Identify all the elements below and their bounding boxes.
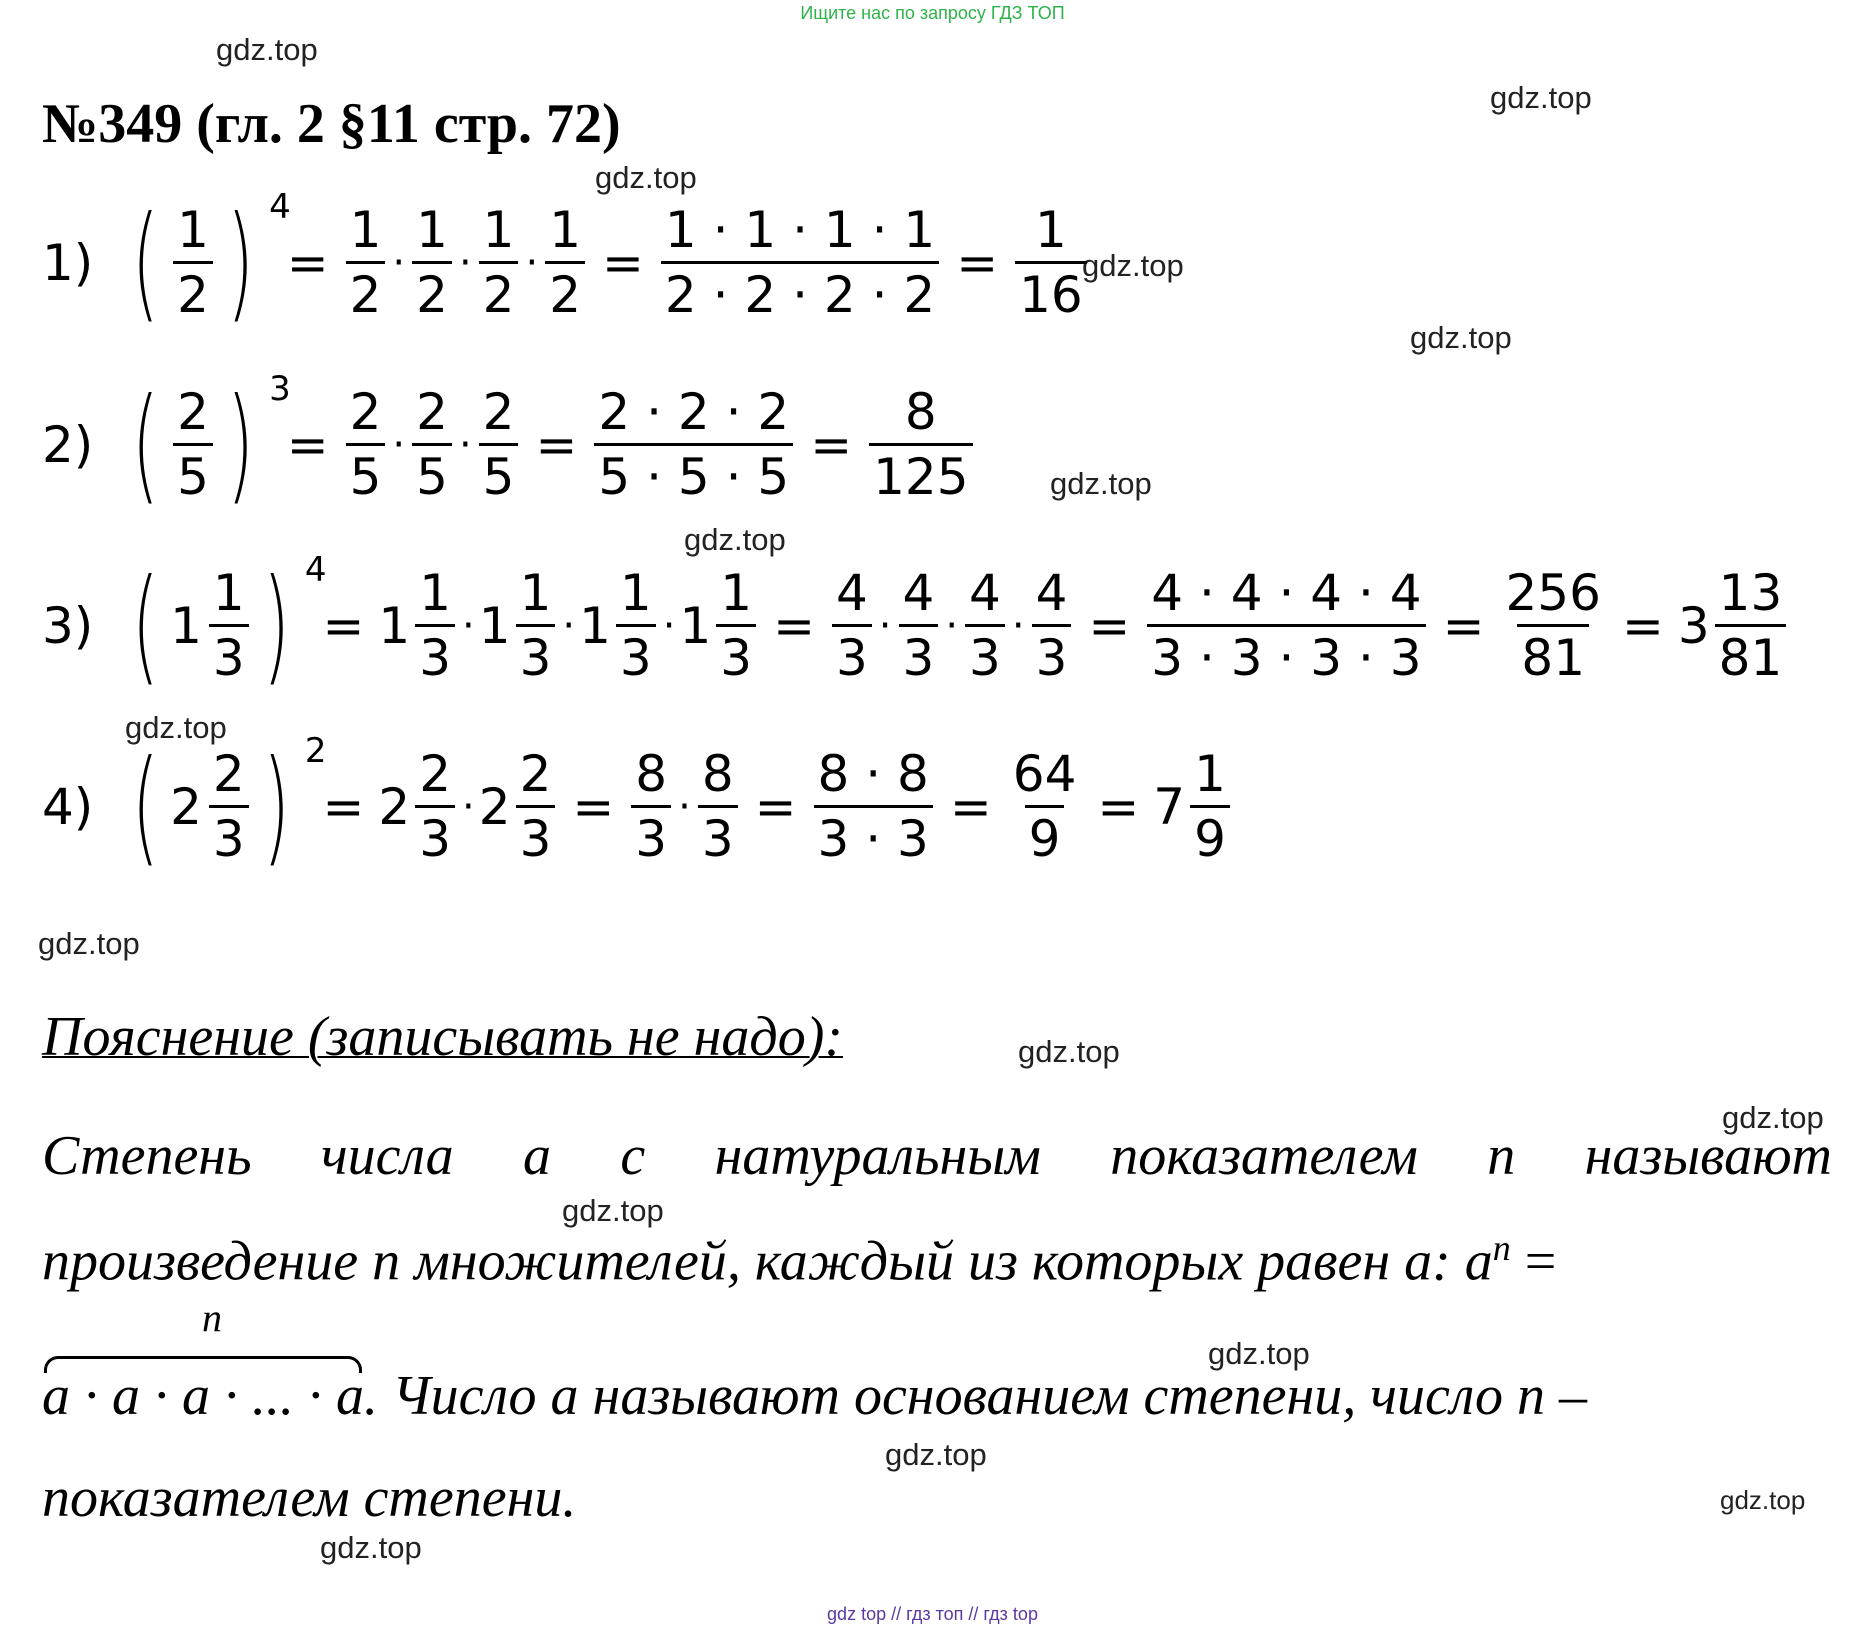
power-base: ( 1 $\frac{1}{3}$ ) 4 — [132, 550, 327, 698]
exponent: n — [1492, 1228, 1511, 1268]
watermark: gdz.top — [885, 1437, 987, 1472]
watermark: gdz.top — [1208, 1336, 1310, 1371]
product-fraction: $\frac{2 \cdot 2 \cdot 2}{5 \cdot 5 \cdot 5}$ — [594, 387, 793, 502]
brace-expression: a · a · a · ... · a — [42, 1365, 364, 1427]
result: $\frac{1}{16}$ — [1015, 205, 1087, 320]
power-base: ( $\frac{2}{5}$ ) 3 — [132, 369, 291, 517]
explanation-line — [42, 1228, 1832, 1293]
product-fraction: $\frac{8 \cdot 8}{3 \cdot 3}$ — [814, 749, 933, 864]
watermark: gdz.top — [1722, 1100, 1824, 1135]
power-base: ( $\frac{1}{2}$ ) 4 — [132, 187, 291, 335]
watermark: gdz.top — [1018, 1034, 1120, 1069]
watermark: gdz.top — [320, 1530, 422, 1565]
problem-2: 2) ( $\frac{2}{5}$ ) 3 = $\frac{2}{5}$ · $\frac{2}{5}$ · $\frac{2}{5}$ = $\frac{2 \cdot 2 \cdot 2}{5 \cdot 5 \cdot 5}$ = $\frac{8}{125}$ — [42, 382, 976, 507]
brace-label: n — [202, 1295, 222, 1340]
problem-4: 4) ( 2 $\frac{2}{3}$ ) 2 = 2 $\frac{2}{3}$ · 2 $\frac{2}{3}$ = $\frac{8}{3}$ · $\frac{8}{3}$ = $\frac{8 \cdot 8}{3 \cdot 3}$ = $\frac{64}{9}$ = 7 $\frac{1}{9}$ — [42, 744, 1233, 869]
explanation-heading: Пояснение (записывать не надо): — [42, 1006, 844, 1068]
exponent: 4 — [304, 550, 327, 590]
bottom-links[interactable]: gdz top // гдз топ // гдз top — [827, 1604, 1038, 1624]
overbrace — [44, 1356, 362, 1373]
watermark: gdz.top — [125, 710, 227, 745]
explanation-line: показателем степени. — [42, 1467, 577, 1529]
power-base: ( 2 $\frac{2}{3}$ ) 2 — [132, 731, 327, 879]
watermark: gdz.top — [1082, 248, 1184, 283]
exponent: 2 — [304, 731, 327, 771]
product-fraction: $\frac{4 \cdot 4 \cdot 4 \cdot 4}{3 \cdot 3 \cdot 3 \cdot 3}$ — [1147, 568, 1425, 683]
top-banner[interactable]: Ищите нас по запросу ГДЗ ТОП — [800, 3, 1065, 23]
explanation-text: произведение n множителей, каждый из которых равен a: a — [42, 1230, 1493, 1293]
watermark: gdz.top — [1410, 320, 1512, 355]
watermark: gdz.top — [684, 522, 786, 557]
problem-3: 3) ( 1 $\frac{1}{3}$ ) 4 = 1 $\frac{1}{3}$ · 1 $\frac{1}{3}$ · 1 $\frac{1}{3}$ · 1 $\frac{1}{3}$ = $\frac{4}{3}$ · $\frac{4}{3}$ · $\frac{4}{3}$ · $\frac{4}{3}$ = $\frac{4 \cdot 4 \cdot 4 \cdot 4}{3 \cdot 3 \cdot 3 \cdot 3}$ = $\frac{256}{81}$ = 3 $\frac{13}{81}$ — [42, 563, 1789, 688]
watermark: gdz.top — [595, 160, 697, 195]
problem-1: 1) ( $\frac{1}{2}$ ) 4 = $\frac{1}{2}$ · $\frac{1}{2}$ · $\frac{1}{2}$ · $\frac{1}{2}$ = $\frac{1 \cdot 1 \cdot 1 \cdot 1}{2 \cdot 2 \cdot 2 \cdot 2}$ = $\frac{1}{16}$ — [42, 200, 1090, 325]
problem-label: 2) — [42, 415, 94, 474]
explanation-text: . Число a называют основанием степени, число n – — [364, 1365, 1587, 1427]
watermark: gdz.top — [1490, 80, 1592, 115]
problem-label: 4) — [42, 777, 94, 836]
equals-sign: = — [1524, 1230, 1557, 1293]
result: $\frac{8}{125}$ — [869, 387, 972, 502]
watermark: gdz.top — [1050, 466, 1152, 501]
problem-label: 3) — [42, 596, 94, 655]
explanation-line: Степень числа a с натуральным показателем n называют — [42, 1125, 1832, 1187]
exponent: 3 — [269, 369, 291, 409]
watermark: gdz.top — [562, 1193, 664, 1228]
overbrace-product — [42, 1295, 364, 1427]
product-fraction: $\frac{1 \cdot 1 \cdot 1 \cdot 1}{2 \cdot 2 \cdot 2 \cdot 2}$ — [661, 205, 939, 320]
page-title: №349 (гл. 2 §11 стр. 72) — [42, 93, 621, 155]
watermark: gdz.top — [38, 926, 140, 961]
exponent: 4 — [269, 187, 291, 227]
watermark: gdz.top — [216, 32, 318, 67]
result: 7 $\frac{1}{9}$ — [1153, 749, 1233, 864]
problem-label: 1) — [42, 233, 94, 292]
watermark: gdz.top — [1720, 1485, 1806, 1515]
result: 3 $\frac{13}{81}$ — [1678, 568, 1789, 683]
